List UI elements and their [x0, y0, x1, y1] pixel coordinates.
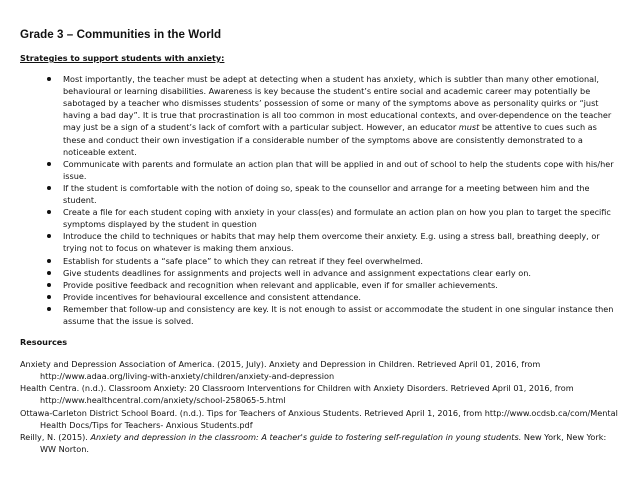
bullet-icon	[47, 186, 51, 190]
strategy-item	[63, 73, 618, 158]
strategies-list	[20, 73, 618, 327]
bullet-icon	[47, 307, 51, 311]
bullet-icon	[47, 210, 51, 214]
strategy-item	[63, 206, 618, 230]
strategy-text-part: Most importantly, the teacher must be adept at detecting when a student has anxiety, which is subtler than many other emotional, behavioural or learning disabilities. Awareness is key because the student’s entire social and academic career may potentially be sabotaged by a teacher who dismisses students’ possession of some or many of the symptoms above as personality quirks or “just having a bad day”. It is true that procrastination is all too common in most educational contexts, and over-dependence on the teacher may just be a sign of a student’s lack of comfort with a particular subject. However, an educator	[63, 74, 612, 133]
reference-item: Ottawa-Carleton District School Board. (n.d.). Tips for Teachers of Anxious Students. Retrieved April 1, 2016, from http://www.ocdsb.ca/com/Mental Health Docs/Tips for Teachers- Anxious Students.pdf	[20, 407, 618, 430]
strategies-heading: Strategies to support students with anxiety:	[20, 53, 225, 63]
bullet-icon	[47, 283, 51, 287]
reference-author: Reilly, N. (2015).	[20, 431, 91, 442]
strategy-item	[63, 255, 618, 267]
strategy-text: Introduce the child to techniques or habits that may help them overcome their anxiety. E.g. using a stress ball, breathing deeply, or trying not to focus on whatever is making them anxious.	[63, 231, 600, 254]
reference-list	[20, 358, 618, 455]
bullet-icon	[47, 271, 51, 275]
reference-book-title: Anxiety and depression in the classroom: A teacher's guide to fostering self-regulation in young students.	[90, 431, 522, 442]
strategy-item	[63, 279, 618, 291]
document-title: Grade 3 – Communities in the World	[20, 28, 222, 41]
strategy-text: Give students deadlines for assignments and projects well in advance and assignment expectations clear early on.	[63, 267, 531, 278]
strategy-text: Provide incentives for behavioural excellence and consistent attendance.	[63, 291, 361, 302]
document-body	[20, 52, 618, 455]
strategy-text: If the student is comfortable with the notion of doing so, speak to the counsellor and arrange for a meeting between him and the student.	[63, 182, 590, 206]
reference-publisher: New York, New York: WW Norton.	[40, 431, 607, 454]
strategy-text: Create a file for each student coping with anxiety in your class(es) and formulate an action plan on how you plan to target the specific symptoms displayed by the student in question	[63, 207, 611, 230]
bullet-icon	[47, 259, 51, 263]
strategy-text: Remember that follow-up and consistency are key. It is not enough to assist or accommodate the student in one singular instance then assume that the issue is solved.	[63, 303, 614, 326]
strategy-item	[63, 267, 618, 279]
bullet-icon	[47, 295, 51, 299]
bullet-icon	[47, 77, 51, 81]
reference-item: Health Centra. (n.d.). Classroom Anxiety: 20 Classroom Interventions for Children with Anxiety Disorders. Retrieved April 01, 2016, from http://www.healthcentral.com/anxiety/school-258065-5.html	[20, 383, 574, 406]
bullet-icon	[47, 234, 51, 238]
reference-item: Anxiety and Depression Association of America. (2015, July). Anxiety and Depression in Children. Retrieved April 01, 2016, from http://www.adaa.org/living-with-anxiety/children/anxiety-and-depression	[20, 359, 541, 382]
strategy-text: Provide positive feedback and recognition when relevant and applicable, even if for smaller achievements.	[63, 279, 498, 290]
strategy-item	[63, 303, 618, 327]
strategy-item	[63, 230, 618, 254]
bullet-icon	[47, 162, 51, 166]
strategy-text: Communicate with parents and formulate an action plan that will be applied in and out of school to help the students cope with his/her issue.	[63, 158, 614, 181]
strategy-text: Establish for students a “safe place” to which they can retreat if they feel overwhelmed.	[63, 255, 423, 266]
strategy-item	[63, 158, 618, 182]
strategy-item	[63, 182, 618, 206]
resources-heading: Resources	[20, 337, 68, 348]
strategy-item	[63, 291, 618, 303]
strategy-emphasis: must	[458, 122, 480, 133]
strategy-text-part: be attentive to cues such as these and conduct their own investigation if a considerable number of the symptoms above are consistently demonstrated to a noticeable extent.	[63, 122, 597, 157]
reference-item	[20, 431, 618, 455]
